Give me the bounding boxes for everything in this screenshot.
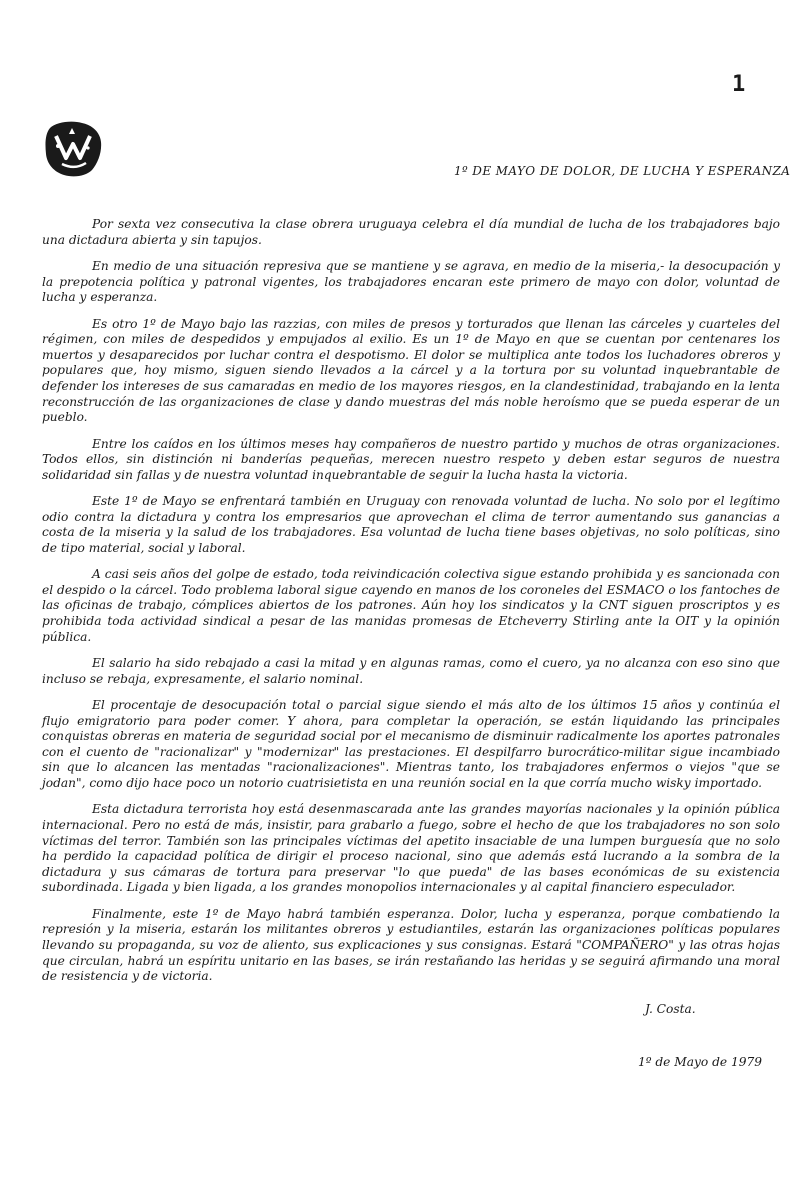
- paragraph: Finalmente, este 1º de Mayo habrá también esperanza. Dolor, lucha y esperanza, porque combatiendo la represión y la miseria, estarán los militantes obreros y estudiantiles, estarán las organizaciones políticas populares llevando su propaganda, su voz de aliento, sus explicaciones y sus consignas. Estará "COMPAÑERO" y las otras hojas que circulan, habrá un espíritu unitario en las bases, se irán restañando las heridas y se seguirá afirmando una moral de resistencia y de victoria.: [42, 906, 780, 984]
- paragraph: En medio de una situación represiva que se mantiene y se agrava, en medio de la miseria,- la desocupación y la prepotencia política y patronal vigentes, los trabajadores encaran este primero de mayo con dolor, voluntad de lucha y esperanza.: [42, 258, 780, 305]
- page-number: 1: [732, 72, 746, 97]
- party-emblem-icon: [42, 118, 104, 180]
- signature: J. Costa.: [645, 1002, 696, 1016]
- paragraph: Por sexta vez consecutiva la clase obrera uruguaya celebra el día mundial de lucha de los trabajadores bajo una dictadura abierta y sin tapujos.: [42, 217, 780, 247]
- paragraph: Es otro 1º de Mayo bajo las razzias, con miles de presos y torturados que llenan las cárceles y cuarteles del régimen, con miles de despedidos y empujados al exilio. Es un 1º de Mayo en que se cuentan por centenares los muertos y desaparecidos por luchar contra el despotismo. El dolor se multiplica ante todos los luchadores obreros y populares que, hoy mismo, siguen siendo llevados a la cárcel y a la tortura por su voluntad inquebrantable de defender los intereses de sus camaradas en medio de los mayores riesgos, en la clandestinidad, trabajando en la lenta reconstrucción de las organizaciones de clase y dando muestras del más noble heroísmo que se pueda esperar de un pueblo.: [42, 316, 780, 425]
- paragraph: Entre los caídos en los últimos meses hay compañeros de nuestro partido y muchos de otras organizaciones. Todos ellos, sin distinción ni banderías pequeñas, merecen nuestro respeto y deben estar seguros de nuestra solidaridad sin fallas y de nuestra voluntad inquebrantable de seguir la lucha hasta la victoria.: [42, 436, 780, 482]
- paragraph: Esta dictadura terrorista hoy está desenmascarada ante las grandes mayorías nacionales y la opinión pública internacional. Pero no está de más, insistir, para grabarlo a fuego, sobre el hecho de que los trabajadores no son solo víctimas del terror. También son las principales víctimas del apetito insaciable de una lumpen burguesía que no solo ha perdido la capacidad política de dirigir el proceso nacional, sino que además está lucrando a la sombra de la dictadura y sus cámaras de tortura para preservar "lo que pueda" de las bases económicas de su existencia subordinada. Ligada y bien ligada, a los grandes monopolios internacionales y al capital financiero especulador.: [42, 802, 780, 895]
- paragraph: Este 1º de Mayo se enfrentará también en Uruguay con renovada voluntad de lucha. No solo por el legítimo odio contra la dictadura y contra los empresarios que aprovechan el clima de terror aumentando sus ganancias a costa de la miseria y la salud de los trabajadores. Esa voluntad de lucha tiene bases objetivas, no solo políticas, sino de tipo material, social y laboral.: [42, 494, 780, 555]
- page-title: 1º DE MAYO DE DOLOR, DE LUCHA Y ESPERANZA: [454, 164, 790, 178]
- paragraph: El salario ha sido rebajado a casi la mitad y en algunas ramas, como el cuero, ya no alcanza con eso sino que incluso se rebaja, expresamente, el salario nominal.: [42, 656, 780, 686]
- article-body: [42, 217, 780, 996]
- paragraph: A casi seis años del golpe de estado, toda reivindicación colectiva sigue estando prohibida y es sancionada con el despido o la cárcel. Todo problema laboral sigue cayendo en manos de los coroneles del ESMACO o los fantoches de las oficinas de trabajo, cómplices abiertos de los patrones. Aún hoy los sindicatos y la CNT siguen proscriptos y es prohibida toda actividad sindical a pesar de las manidas promesas de Etcheverry Stirling ante la OIT y la opinión pública.: [42, 567, 780, 644]
- dateline: 1º de Mayo de 1979: [638, 1055, 762, 1069]
- paragraph: El procentaje de desocupación total o parcial sigue siendo el más alto de los últimos 15 años y continúa el flujo emigratorio para poder comer. Y ahora, para completar la operación, se están liquidando las principales conquistas obreras en materia de seguridad social por el mecanismo de disminuir radicalmente los aportes patronales con el cuento de "racionalizar" y "modernizar" las prestaciones. El despilfarro burocrático-militar sigue incambiado sin que lo alcancen las mentadas "racionalizaciones". Mientras tanto, los trabajadores enfermos o viejos "que se jodan", como dijo hace poco un notorio cuatrisietista en una reunión social en la que corría mucho wisky importado.: [42, 698, 780, 790]
